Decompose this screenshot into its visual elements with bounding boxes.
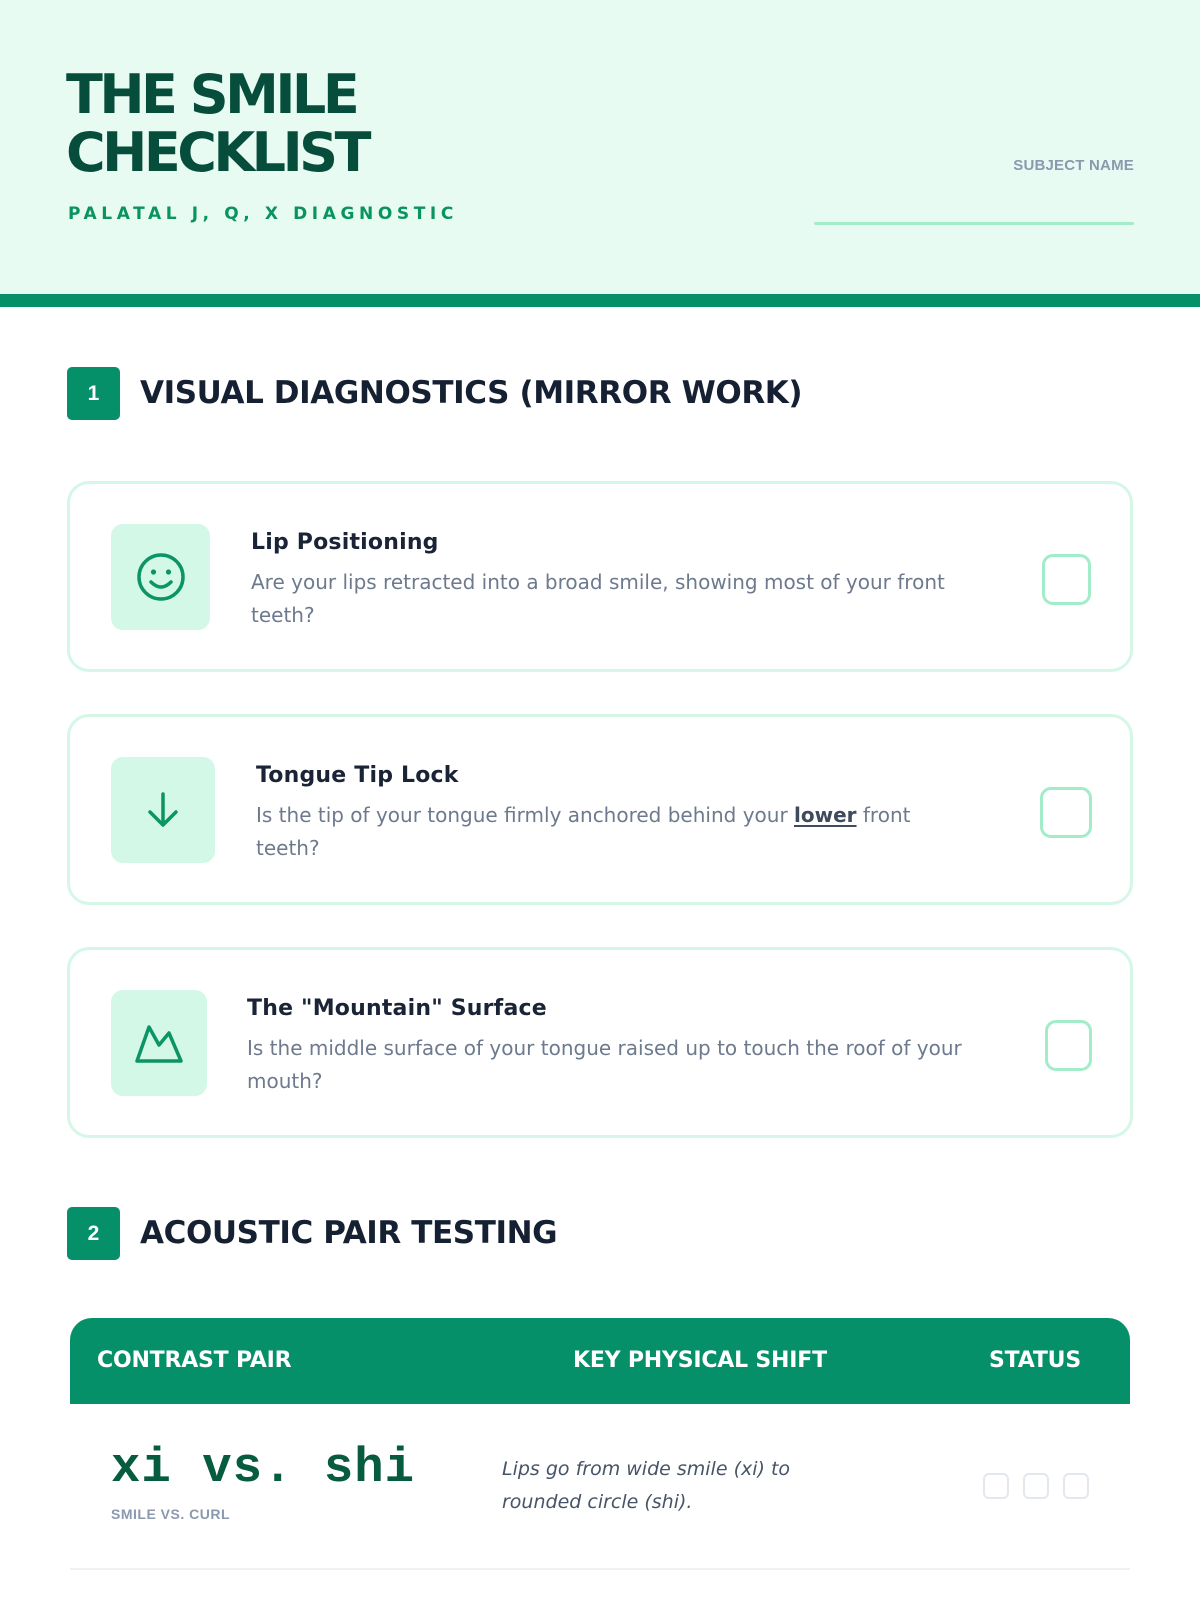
section-1-number: 1 [67, 367, 120, 420]
column-header-key-physical-shift: KEY PHYSICAL SHIFT [573, 1348, 827, 1373]
check-description [256, 799, 976, 865]
description-after: front teeth? [256, 803, 911, 860]
section-1-title: VISUAL DIAGNOSTICS (MIRROR WORK) [140, 375, 803, 411]
section-2-number: 2 [67, 1207, 120, 1260]
check-title: The "Mountain" Surface [247, 996, 547, 1021]
check-card-mountain-surface [67, 947, 1133, 1138]
contrast-pair-subtitle: SMILE VS. CURL [111, 1506, 231, 1522]
check-checkbox[interactable] [1042, 554, 1091, 605]
document-title [66, 63, 626, 184]
mountain-icon [111, 990, 207, 1096]
smile-icon [111, 524, 210, 630]
check-description: Is the middle surface of your tongue raised up to touch the roof of your mouth? [247, 1036, 962, 1093]
page-header [0, 0, 1200, 294]
row-divider [70, 1568, 1130, 1570]
document-subtitle: PALATAL J, Q, X DIAGNOSTIC [68, 204, 458, 224]
check-title: Tongue Tip Lock [256, 763, 459, 788]
check-title: Lip Positioning [251, 530, 439, 555]
check-card-tongue-tip-lock [67, 714, 1133, 905]
header-divider [0, 294, 1200, 307]
physical-shift-description: Lips go from wide smile (xi) to rounded circle (shi). [502, 1458, 791, 1513]
status-checkbox[interactable] [983, 1473, 1009, 1499]
column-header-status: STATUS [989, 1348, 1081, 1373]
status-checkbox[interactable] [1063, 1473, 1089, 1499]
subject-name-label: SUBJECT NAME [1013, 157, 1134, 174]
description-before: Is the tip of your tongue firmly anchored behind your [256, 803, 795, 827]
check-description: Are your lips retracted into a broad smile, showing most of your front teeth? [251, 570, 945, 627]
section-2-title: ACOUSTIC PAIR TESTING [140, 1215, 558, 1251]
title-line-1: THE SMILE [66, 63, 357, 126]
contrast-pair: xi vs. shi [111, 1440, 416, 1496]
title-line-2: CHECKLIST [66, 121, 368, 184]
table-header [70, 1318, 1130, 1404]
description-emphasis: lower [794, 803, 857, 827]
check-checkbox[interactable] [1045, 1020, 1092, 1071]
subject-name-field[interactable] [814, 222, 1134, 225]
check-checkbox[interactable] [1040, 787, 1092, 838]
arrow-down-icon [111, 757, 215, 863]
status-checkbox[interactable] [1023, 1473, 1049, 1499]
check-card-lip-positioning [67, 481, 1133, 672]
column-header-contrast-pair: CONTRAST PAIR [97, 1348, 292, 1373]
